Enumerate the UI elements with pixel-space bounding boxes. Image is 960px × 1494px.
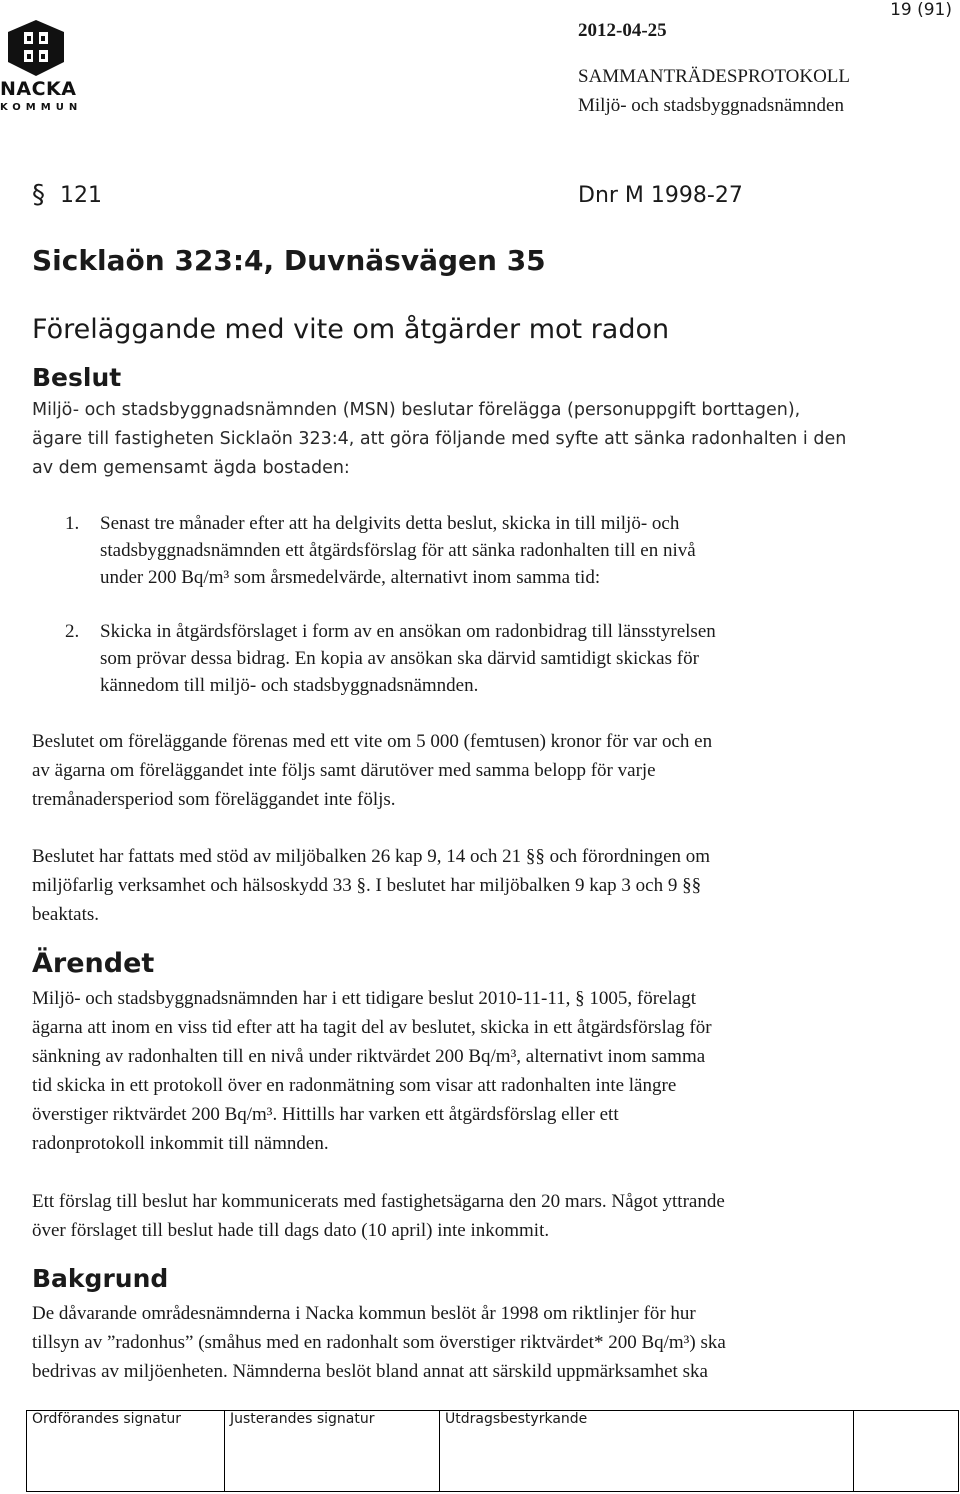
text-line: över förslaget till beslut hade till dags dato (10 april) inte inkommit. [32, 1220, 550, 1241]
list-item [65, 510, 855, 592]
text-line: miljöfarlig verksamhet och hälsoskydd 33 §. I beslutet har miljöbalken 9 kap 3 och 9 §§ [32, 875, 702, 896]
beslut-intro [32, 396, 912, 483]
text-line: Senast tre månader efter att ha delgivits detta beslut, skicka in till miljö- och [100, 513, 680, 534]
text-line: ägarna att inom en viss tid efter att ha tagit del av beslutet, skicka in ett åtgärdsförslag för [32, 1017, 712, 1038]
committee-name: Miljö- och stadsbyggnadsnämnden [578, 95, 844, 116]
chair-signature-cell [27, 1411, 225, 1491]
text-line: under 200 Bq/m³ som årsmedelvärde, alternativt inom samma tid: [100, 567, 601, 588]
bakgrund-paragraph [32, 1299, 912, 1386]
text-line: Miljö- och stadsbyggnadsnämnden (MSN) beslutar förelägga (personuppgift borttagen), [32, 400, 801, 420]
text-line: radonprotokoll inkommit till nämnden. [32, 1133, 329, 1154]
text-line: Beslutet om föreläggande förenas med ett vite om 5 000 (femtusen) kronor för var och en [32, 731, 713, 752]
adjuster-signature-label: Justerandes signatur [230, 1411, 375, 1427]
list-number: 2. [65, 621, 80, 642]
text-line: Ett förslag till beslut har kommunicerats med fastighetsägarna den 20 mars. Något yttrande [32, 1191, 725, 1212]
protocol-type: SAMMANTRÄDESPROTOKOLL [578, 66, 851, 87]
protocol-date: 2012-04-25 [578, 20, 667, 41]
text-line: bedrivas av miljöenheten. Nämnderna beslöt bland annat att särskild uppmärksamhet ska [32, 1361, 708, 1382]
vite-paragraph [32, 727, 912, 814]
list-number: 1. [65, 513, 80, 534]
section-sign: § [32, 180, 45, 210]
nacka-emblem-icon [0, 18, 72, 78]
arendet-paragraph-2 [32, 1187, 912, 1245]
chair-signature-label: Ordförandes signatur [32, 1411, 182, 1427]
certification-cell [440, 1411, 853, 1491]
page-title: Sicklaön 323:4, Duvnäsvägen 35 [32, 244, 546, 277]
text-line: överstiger riktvärdet 200 Bq/m³. Hittills har varken ett åtgärdsförslag eller ett [32, 1104, 619, 1125]
text-line: Skicka in åtgärdsförslaget i form av en ansökan om radonbidrag till länsstyrelsen [100, 621, 716, 642]
text-line: som prövar dessa bidrag. En kopia av ansökan ska därvid samtidigt skickas för [100, 648, 699, 669]
text-line: kännedom till miljö- och stadsbyggnadsnämnden. [100, 675, 479, 696]
list-item [65, 618, 855, 700]
adjuster-signature-cell [225, 1411, 440, 1491]
text-line: Miljö- och stadsbyggnadsnämnden har i ett tidigare beslut 2010-11-11, § 1005, förelagt [32, 988, 696, 1009]
text-line: tid skicka in ett protokoll över en radonmätning som visar att radonhalten inte längre [32, 1075, 677, 1096]
logo-name: NACKA [0, 78, 77, 100]
arendet-paragraph-1 [32, 984, 912, 1158]
text-line: ägare till fastigheten Sicklaön 323:4, att göra följande med syfte att sänka radonhalten i den [32, 429, 847, 449]
legal-basis-paragraph [32, 842, 912, 929]
page-subtitle: Föreläggande med vite om åtgärder mot radon [32, 314, 670, 345]
text-line: tillsyn av ”radonhus” (småhus med en radonhalt som överstiger riktvärdet* 200 Bq/m³) ska [32, 1332, 726, 1353]
section-number: 121 [60, 183, 102, 208]
text-line: av dem gemensamt ägda bostaden: [32, 458, 350, 478]
text-line: beaktats. [32, 904, 100, 925]
bakgrund-heading: Bakgrund [32, 1264, 169, 1293]
text-line: stadsbyggnadsnämnden ett åtgärdsförslag för att sänka radonhalten till en nivå [100, 540, 696, 561]
signature-extra-cell [852, 1410, 959, 1492]
text-line: tremånadersperiod som föreläggandet inte följs. [32, 789, 396, 810]
arendet-heading: Ärendet [32, 948, 155, 979]
text-line: De dåvarande områdesnämnderna i Nacka kommun beslöt år 1998 om riktlinjer för hur [32, 1303, 696, 1324]
signature-table [26, 1410, 854, 1492]
beslut-heading: Beslut [32, 363, 122, 392]
certification-label: Utdragsbestyrkande [445, 1411, 588, 1427]
nacka-kommun-logo [0, 18, 83, 114]
case-reference: Dnr M 1998-27 [578, 183, 743, 208]
text-line: Beslutet har fattats med stöd av miljöbalken 26 kap 9, 14 och 21 §§ och förordningen om [32, 846, 711, 867]
logo-subtitle: KOMMUN [0, 102, 83, 113]
page-number: 19 (91) [890, 0, 952, 20]
text-line: av ägarna om föreläggandet inte följs samt därutöver med samma belopp för varje [32, 760, 656, 781]
text-line: sänkning av radonhalten till en nivå under riktvärdet 200 Bq/m³, alternativt inom samma [32, 1046, 706, 1067]
